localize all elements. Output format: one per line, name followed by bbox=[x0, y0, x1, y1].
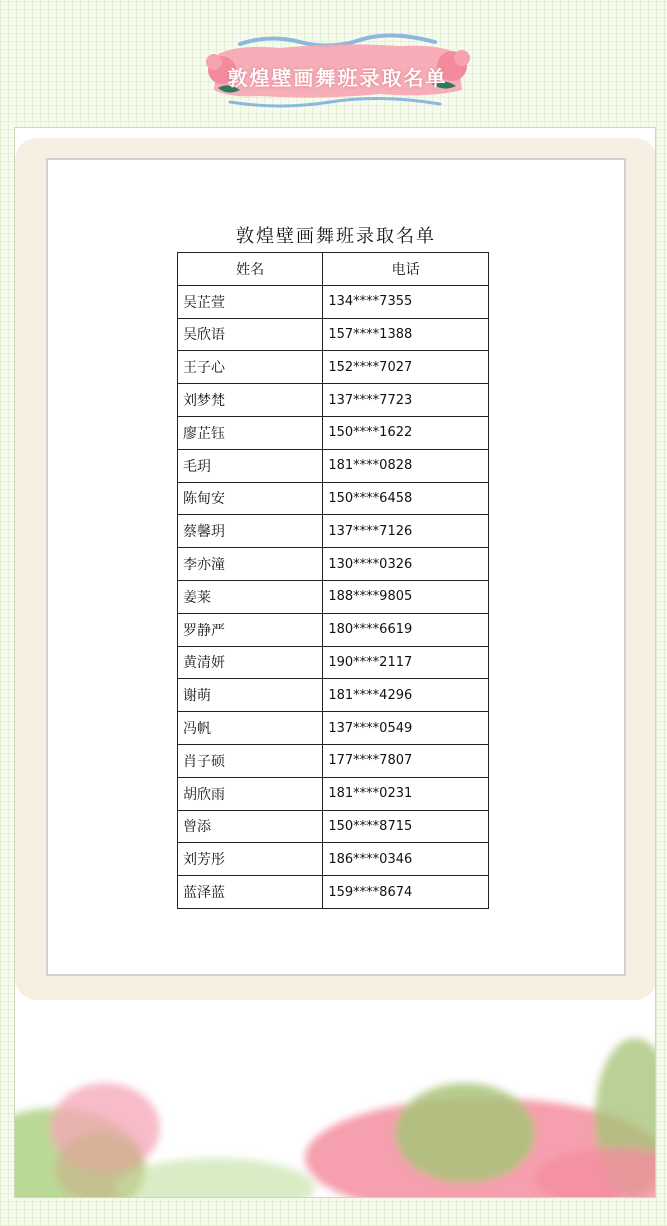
student-phone: 150****6458 bbox=[323, 482, 489, 515]
table-row bbox=[178, 712, 489, 745]
student-name: 刘芳彤 bbox=[178, 843, 323, 876]
column-header-name: 姓名 bbox=[178, 253, 323, 286]
column-header-phone: 电话 bbox=[323, 253, 489, 286]
table-row bbox=[178, 876, 489, 909]
title-banner bbox=[200, 32, 475, 112]
student-name: 廖芷钰 bbox=[178, 416, 323, 449]
student-phone: 137****7126 bbox=[323, 515, 489, 548]
table-row bbox=[178, 810, 489, 843]
student-phone: 177****7807 bbox=[323, 744, 489, 777]
watercolor-decoration bbox=[15, 1028, 656, 1198]
student-name: 谢萌 bbox=[178, 679, 323, 712]
table-header-row bbox=[178, 253, 489, 286]
banner-title: 敦煌壁画舞班录取名单 bbox=[227, 66, 448, 90]
student-name: 陈甸安 bbox=[178, 482, 323, 515]
student-name: 姜莱 bbox=[178, 580, 323, 613]
student-name: 黄清妍 bbox=[178, 646, 323, 679]
admission-table bbox=[177, 252, 489, 909]
document-title: 敦煌壁画舞班录取名单 bbox=[236, 226, 436, 247]
table-row bbox=[178, 777, 489, 810]
table-row bbox=[178, 613, 489, 646]
student-phone: 181****4296 bbox=[323, 679, 489, 712]
table-row bbox=[178, 318, 489, 351]
student-phone: 150****1622 bbox=[323, 416, 489, 449]
content-frame bbox=[14, 127, 656, 1198]
student-phone: 159****8674 bbox=[323, 876, 489, 909]
student-phone: 137****0549 bbox=[323, 712, 489, 745]
student-name: 蔡馨玥 bbox=[178, 515, 323, 548]
student-name: 冯帆 bbox=[178, 712, 323, 745]
student-phone: 181****0828 bbox=[323, 449, 489, 482]
table-row bbox=[178, 285, 489, 318]
student-phone: 190****2117 bbox=[323, 646, 489, 679]
student-name: 王子心 bbox=[178, 351, 323, 384]
student-name: 吴欣语 bbox=[178, 318, 323, 351]
table-row bbox=[178, 482, 489, 515]
table-row bbox=[178, 384, 489, 417]
student-name: 胡欣雨 bbox=[178, 777, 323, 810]
table-row bbox=[178, 548, 489, 581]
student-phone: 157****1388 bbox=[323, 318, 489, 351]
student-phone: 152****7027 bbox=[323, 351, 489, 384]
student-name: 吴芷萱 bbox=[178, 285, 323, 318]
student-phone: 134****7355 bbox=[323, 285, 489, 318]
student-name: 蓝泽蓝 bbox=[178, 876, 323, 909]
student-name: 肖子硕 bbox=[178, 744, 323, 777]
student-phone: 186****0346 bbox=[323, 843, 489, 876]
table-row bbox=[178, 416, 489, 449]
student-name: 李亦潼 bbox=[178, 548, 323, 581]
student-phone: 188****9805 bbox=[323, 580, 489, 613]
student-name: 曾添 bbox=[178, 810, 323, 843]
table-row bbox=[178, 679, 489, 712]
document-sheet bbox=[46, 158, 626, 976]
student-phone: 137****7723 bbox=[323, 384, 489, 417]
student-name: 毛玥 bbox=[178, 449, 323, 482]
student-phone: 130****0326 bbox=[323, 548, 489, 581]
student-name: 罗静严 bbox=[178, 613, 323, 646]
table-row bbox=[178, 646, 489, 679]
table-row bbox=[178, 449, 489, 482]
table-row bbox=[178, 515, 489, 548]
student-phone: 180****6619 bbox=[323, 613, 489, 646]
student-name: 刘梦梵 bbox=[178, 384, 323, 417]
table-row bbox=[178, 580, 489, 613]
table-row bbox=[178, 744, 489, 777]
student-phone: 150****8715 bbox=[323, 810, 489, 843]
table-body bbox=[178, 285, 489, 908]
table-row bbox=[178, 351, 489, 384]
table-row bbox=[178, 843, 489, 876]
document-card bbox=[15, 138, 656, 1000]
student-phone: 181****0231 bbox=[323, 777, 489, 810]
